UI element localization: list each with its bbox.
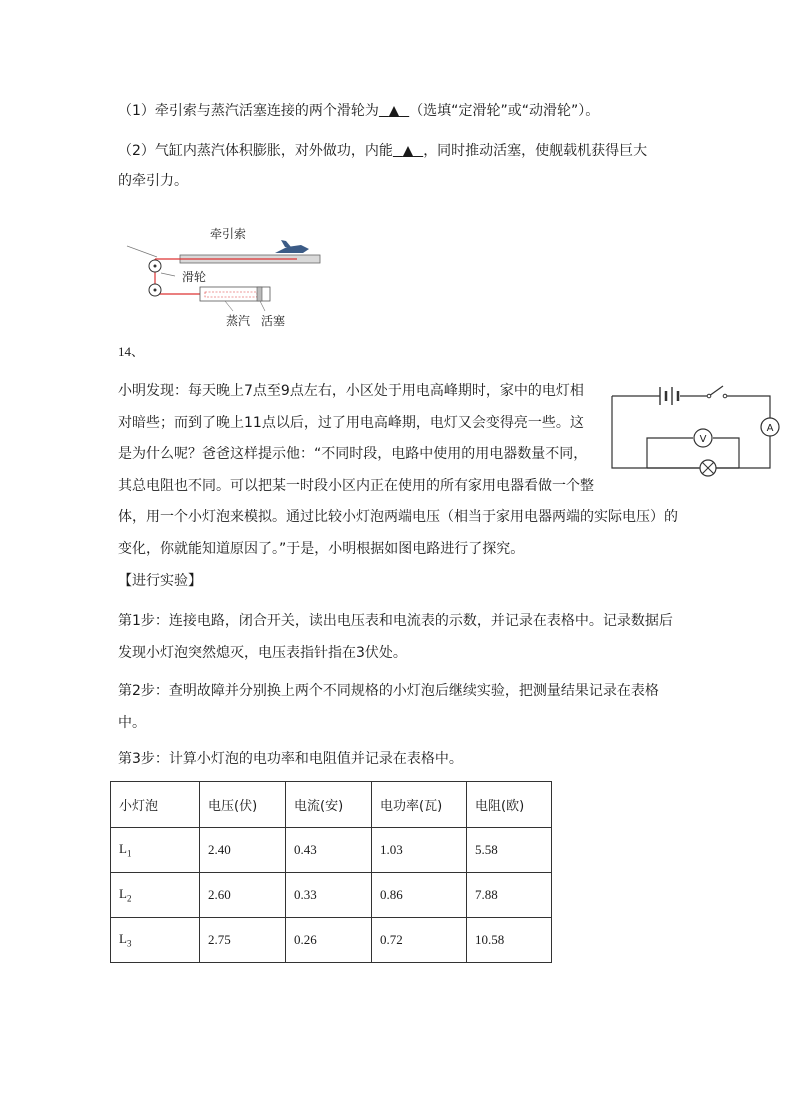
label-steam: 蒸汽	[226, 314, 251, 328]
q13-part1-blank: ▲	[388, 103, 400, 119]
q13-part2	[118, 141, 647, 161]
svg-text:V: V	[699, 434, 707, 445]
q14-intro-continued: 体，用一个小灯泡来模拟。通过比较小灯泡两端电压（相当于家用电器两端的实际电压）的变化，你就能知道原因了。”于是，小明根据如图电路进行了探究。	[118, 509, 678, 557]
circuit-diagram	[605, 378, 790, 478]
catapult-figure	[125, 203, 325, 333]
q13-part1-hint: （选填“定滑轮”或“动滑轮”）。	[409, 103, 600, 119]
resistance-cell: 10.58	[467, 918, 552, 963]
q13-part2-blank: ▲	[402, 143, 414, 159]
resistance-cell: 5.58	[467, 828, 552, 873]
label-piston: 活塞	[261, 314, 286, 328]
power-cell: 1.03	[372, 828, 467, 873]
current-cell: 0.33	[286, 873, 372, 918]
step-2: 第2步：查明故障并分别换上两个不同规格的小灯泡后继续实验，把测量结果记录在表格中。	[118, 683, 659, 731]
q14-number: 14、	[118, 344, 145, 359]
piston	[257, 287, 262, 301]
header-cell: 电压(伏)	[200, 782, 286, 828]
switch-icon	[707, 394, 711, 398]
table-row	[111, 918, 552, 963]
airplane-icon	[275, 245, 309, 253]
voltage-cell: 2.75	[200, 918, 286, 963]
label-cable: 牵引索	[210, 227, 247, 241]
data-table	[110, 781, 552, 963]
header-cell: 电阻(欧)	[467, 782, 552, 828]
q14-intro: 小明发现：每天晚上7点至9点左右，小区处于用电高峰期时，家中的电灯相对暗些；而到了晚上11点以后，过了用电高峰期，电灯又会变得亮一些。这是为什么呢？爸爸这样提示他：“不同时段，电路中使用的用电器数量不同，其总电阻也不同。可以把某一时段小区内正在使用的所有家用电器看做一个整	[118, 383, 594, 494]
current-cell: 0.43	[286, 828, 372, 873]
power-cell: 0.72	[372, 918, 467, 963]
svg-text:A: A	[766, 423, 774, 434]
header-cell: 电流(安)	[286, 782, 372, 828]
table-header-row	[111, 782, 552, 828]
header-cell: 小灯泡	[111, 782, 200, 828]
q13-part2-text-end: ，同时推动活塞，使舰载机获得巨大	[423, 143, 648, 159]
section-heading: 【进行实验】	[118, 573, 202, 589]
q13-part1-text: （1）牵引索与蒸汽活塞连接的两个滑轮为	[118, 103, 379, 119]
q13-part2-text: （2）气缸内蒸汽体积膨胀，对外做功，内能	[118, 143, 393, 159]
table-row	[111, 873, 552, 918]
lamp-name-cell: $L_1$	[111, 828, 200, 873]
step-1: 第1步：连接电路，闭合开关，读出电压表和电流表的示数，并记录在表格中。记录数据后发现小灯泡突然熄灭，电压表指针指在3伏处。	[118, 613, 673, 661]
lamp-name-cell: $L_2$	[111, 873, 200, 918]
q13-part2-continued: 的牵引力。	[118, 173, 188, 189]
table-row	[111, 828, 552, 873]
header-cell: 电功率(瓦)	[372, 782, 467, 828]
resistance-cell: 7.88	[467, 873, 552, 918]
power-cell: 0.86	[372, 873, 467, 918]
voltage-cell: 2.40	[200, 828, 286, 873]
q13-part1	[118, 101, 599, 121]
current-cell: 0.26	[286, 918, 372, 963]
label-pulley: 滑轮	[182, 270, 207, 284]
lamp-name-cell: $L_3$	[111, 918, 200, 963]
voltage-cell: 2.60	[200, 873, 286, 918]
step-3: 第3步：计算小灯泡的电功率和电阻值并记录在表格中。	[118, 751, 463, 767]
